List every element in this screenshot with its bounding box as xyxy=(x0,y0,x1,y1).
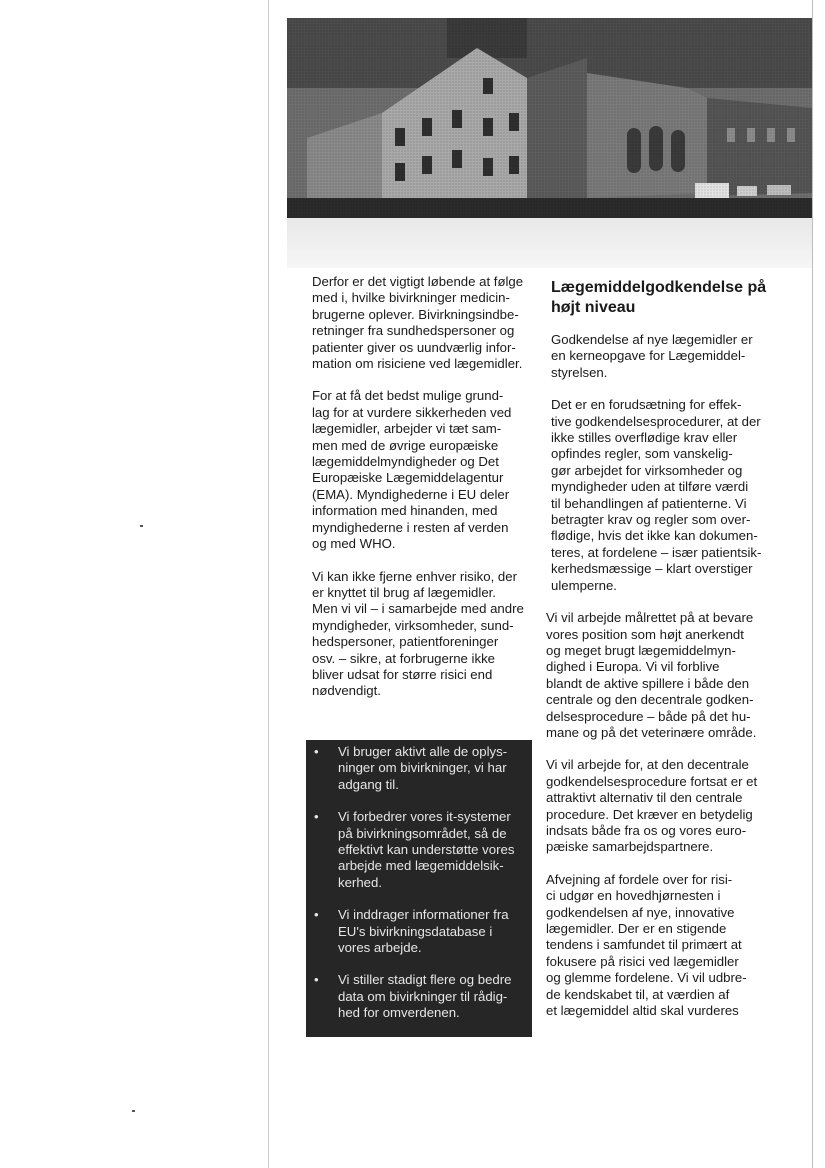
bullet-text: Vi inddrager informationer fra EU's bivirkningsdatabase i vores arbejde. xyxy=(338,907,509,956)
bullet-box xyxy=(306,740,532,1037)
scan-speck xyxy=(140,525,143,527)
photo-caption-band xyxy=(287,218,812,268)
right-paragraph-5: Afvejning af fordele over for risi- ci udgør en hovedhjørnesten i godkendelsen af nye, innovative lægemidler. Der er en stigende tendens i samfundet til primært at fokusere på risici ved lægemidler og glemme fordelene. Vi vil udbre- de kendskabet til, at værdien af et lægemiddel altid skal vurderes xyxy=(546,871,747,1019)
bullet-marker: • xyxy=(314,907,319,923)
left-column xyxy=(312,274,542,716)
bullet-marker: • xyxy=(314,972,319,988)
right-paragraph-4: Vi vil arbejde for, at den decentrale godkendelsesprocedure fortsat er et attraktivt alternativ til den centrale procedure. Det kræver en betydelig indsats både fra os og vores euro- pæiske samarbejdspartnere. xyxy=(546,757,758,855)
right-paragraph-2: Det er en forudsætning for effek- tive godkendelsesprocedurer, at der ikke stilles overflødige krav eller opfindes regler, som vanskelig- gør arbejdet for virksomheder og myndigheder uden at tilføre værdi til behandlingen af patienterne. Vi betragter krav og regler som over- flødige, hvis det ikke kan dokumen- teres, at fordelene – især patientsik- kerhedsmæssige – klart overstiger ulemperne. xyxy=(551,397,762,593)
bullet-marker: • xyxy=(314,809,319,825)
building-photo xyxy=(287,18,812,218)
section-heading: Lægemiddelgodkendelse på højt niveau xyxy=(551,279,767,316)
left-paragraph-1: Derfor er det vigtigt løbende at følge med i, hvilke bivirkninger medicin- brugerne oplever. Bivirkningsindbe- retninger fra sundhedspersoner og patienter giver os uundværlig infor- mation om risiciene ved lægemidler. xyxy=(312,274,524,372)
bullet-item xyxy=(314,744,522,793)
right-paragraph-3: Vi vil arbejde målrettet på at bevare vores position som højt anerkendt og meget brugt lægemiddelmyn- dighed i Europa. Vi vil forblive blandt de aktive spillere i både den centrale og den decentrale godken- delsesprocedure – både på det hu- mane og på det veterinære område. xyxy=(546,610,757,740)
bullet-text: Vi stiller stadigt flere og bedre data om bivirkninger til rådig- hed for omverdenen. xyxy=(338,972,512,1021)
scan-speck xyxy=(132,1110,135,1112)
bullet-marker: • xyxy=(314,744,319,759)
bullet-item xyxy=(314,809,522,891)
left-paragraph-3: Vi kan ikke fjerne enhver risiko, der er knyttet til brug af lægemidler. Men vi vil – i samarbejde med andre myndigheder, virksomheder, sund- hedspersoner, patientforeninger osv. – sikre, at forbrugerne ikke bliver udsat for større risici end nødvendigt. xyxy=(312,568,524,699)
bullet-text: Vi forbedrer vores it-systemer på bivirkningsområdet, så de effektivt kan understøtte vores arbejde med lægemiddelsik- kerhed. xyxy=(338,809,515,890)
bullet-item xyxy=(314,972,522,1021)
page-left-edge xyxy=(268,0,269,1168)
bullet-text: Vi bruger aktivt alle de oplys- ninger om bivirkninger, vi har adgang til. xyxy=(338,744,508,792)
left-paragraph-2: For at få det bedst mulige grund- lag for at vurdere sikkerheden ved lægemidler, arbejder vi tæt sam- men med de øvrige europæiske lægemiddelmyndigheder og Det Europæiske Lægemiddelagentur (EMA). Myndighederne i EU deler information med hinanden, med myndighederne i resten af verden og med WHO. xyxy=(312,388,512,552)
right-paragraph-1: Godkendelse af nye lægemidler er en kerneopgave for Lægemiddel- styrelsen. xyxy=(551,332,753,380)
right-column xyxy=(546,274,796,1035)
bullet-item xyxy=(314,907,522,956)
page-right-edge xyxy=(812,0,813,1168)
